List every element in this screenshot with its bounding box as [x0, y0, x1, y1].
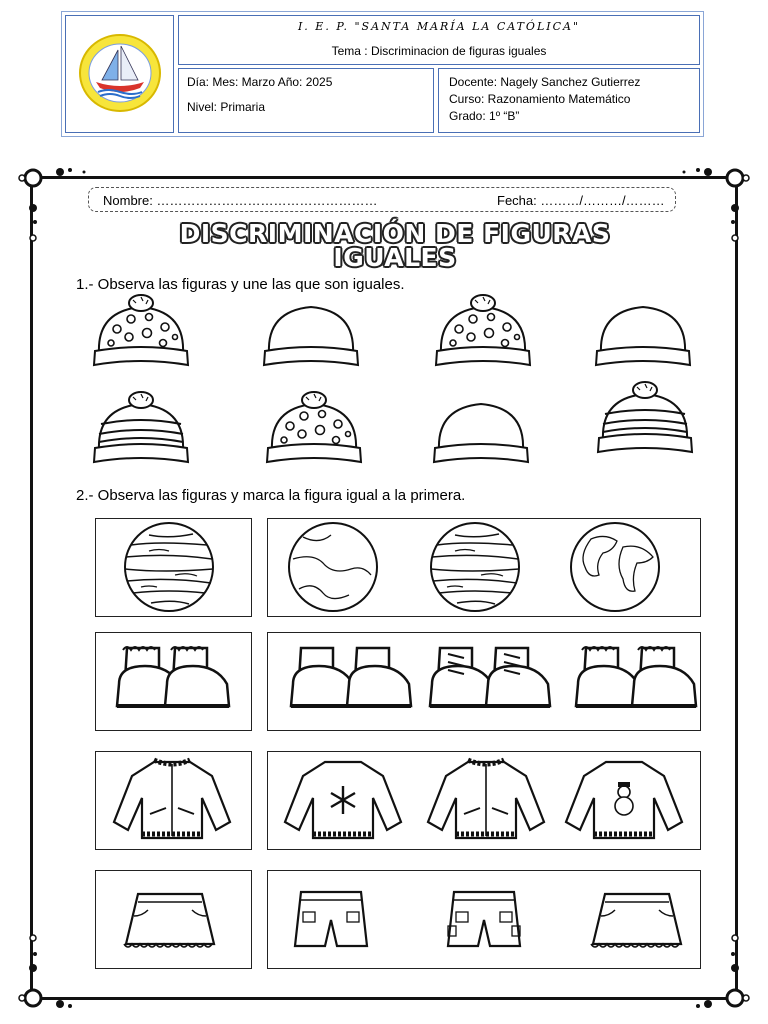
banded-planet-icon[interactable] — [431, 523, 519, 611]
snowman-sweater-icon[interactable] — [566, 762, 682, 838]
date-line: Día: Mes: Marzo Año: 2025 — [187, 75, 333, 89]
earth-outline-planet-icon[interactable] — [289, 523, 377, 611]
date-field[interactable]: Fecha: ………/………/……… — [497, 193, 665, 208]
topic: Tema : Discriminacion de figuras iguales — [331, 44, 547, 58]
level-line: Nivel: Primaria — [187, 100, 266, 114]
worksheet-title-line2: IGUALES — [333, 243, 457, 272]
question-1: 1.- Observa las figuras y une las que son iguales. — [76, 276, 405, 293]
plain-boots-icon[interactable] — [291, 648, 411, 706]
course-line: Curso: Razonamiento Matemático — [449, 92, 631, 106]
fur-boots-icon[interactable] — [117, 647, 229, 706]
laced-boots-icon[interactable] — [430, 648, 550, 706]
school-name: I. E. P. "SANTA MARÍA LA CATÓLICA" — [297, 20, 581, 33]
grade-line: Grado: 1º “B” — [449, 109, 520, 123]
ruffle-skirt-icon[interactable] — [591, 894, 681, 947]
worksheet-title-line1: DISCRIMINACIÓN DE FIGURAS — [179, 219, 611, 248]
banded-planet-icon[interactable] — [125, 523, 213, 611]
fur-boots-icon[interactable] — [576, 647, 696, 706]
snowflake-sweater-icon[interactable] — [285, 762, 401, 838]
fur-jacket-icon[interactable] — [428, 760, 544, 838]
fur-jacket-icon[interactable] — [114, 760, 230, 838]
shorts-icon[interactable] — [295, 892, 367, 946]
question-2: 2.- Observa las figuras y marca la figura igual a la primera. — [76, 487, 466, 504]
cargo-shorts-icon[interactable] — [448, 892, 520, 946]
ruffle-skirt-icon[interactable] — [124, 894, 214, 947]
name-field[interactable]: Nombre: …………………………………………… — [103, 193, 378, 208]
teacher-line: Docente: Nagely Sanchez Gutierrez — [449, 75, 641, 89]
earth-continents-planet-icon[interactable] — [571, 523, 659, 611]
